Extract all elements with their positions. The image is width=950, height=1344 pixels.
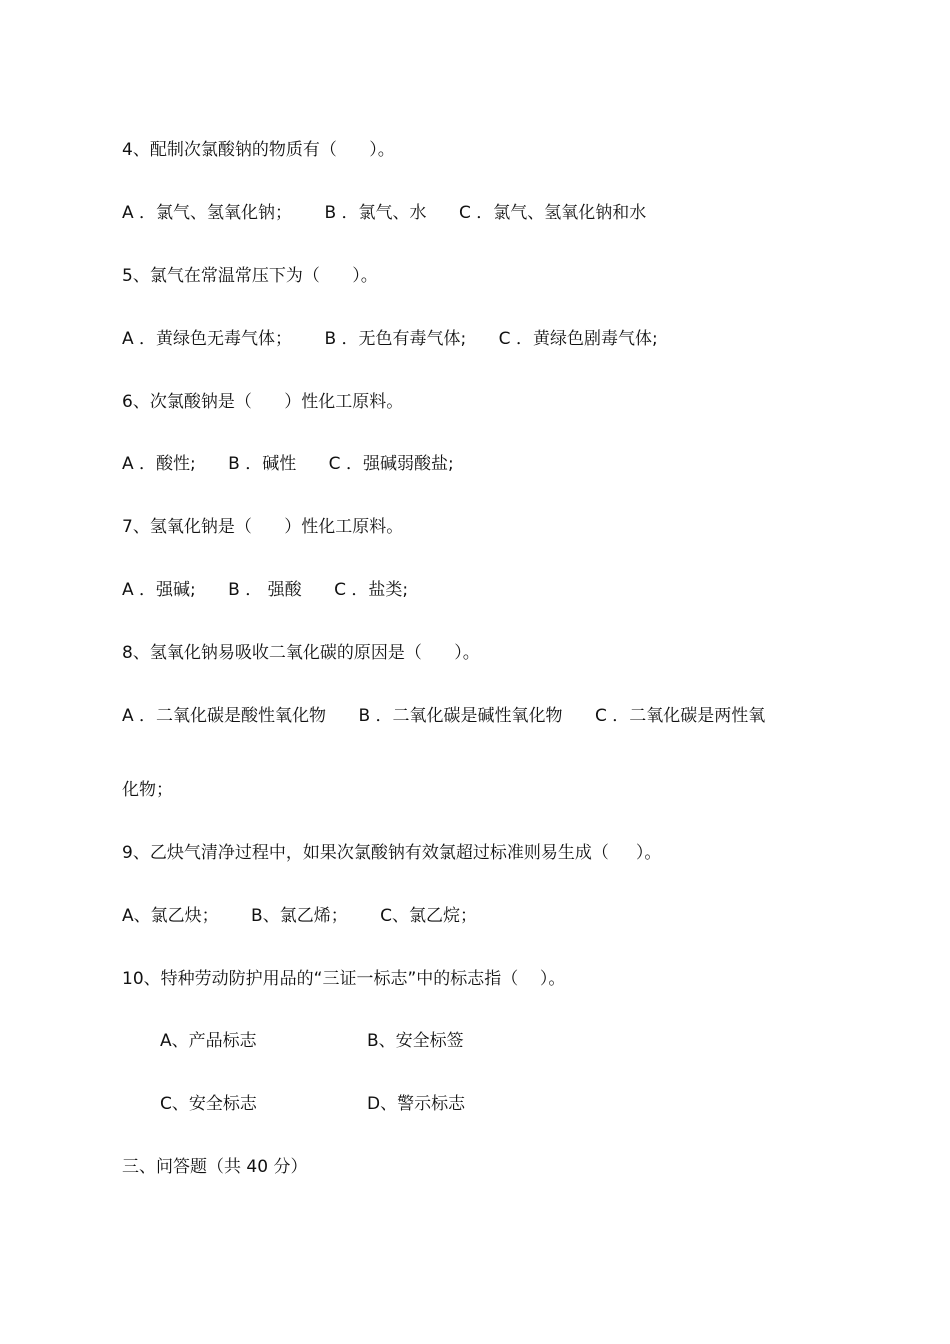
q9-options: A、氯乙炔； B、氯乙烯； C、氯乙烷； bbox=[122, 906, 478, 926]
q9-stem: 9、乙炔气清净过程中，如果次氯酸钠有效氯超过标准则易生成（ ）。 bbox=[122, 843, 662, 863]
q4-options: A ．氯气、氢氧化钠； B ．氯气、水 C ．氯气、氢氧化钠和水 bbox=[122, 203, 647, 223]
q10-option-d: D、警示标志 bbox=[367, 1094, 466, 1114]
q8-options-continuation: 化物； bbox=[122, 780, 173, 800]
q10-option-c: C、安全标志 bbox=[160, 1094, 257, 1114]
q4-stem: 4、配制次氯酸钠的物质有（ ）。 bbox=[122, 140, 395, 160]
q10-option-b: B、安全标签 bbox=[367, 1031, 464, 1051]
q7-options: A ．强碱; B ． 强酸 C ．盐类; bbox=[122, 580, 409, 600]
q8-stem: 8、氢氧化钠易吸收二氧化碳的原因是（ ）。 bbox=[122, 643, 480, 663]
q6-stem: 6、次氯酸钠是（ ）性化工原料。 bbox=[122, 392, 404, 412]
q5-stem: 5、氯气在常温常压下为（ ）。 bbox=[122, 266, 378, 286]
q7-stem: 7、氢氧化钠是（ ）性化工原料。 bbox=[122, 517, 404, 537]
q5-options: A ．黄绿色无毒气体； B ．无色有毒气体; C ．黄绿色剧毒气体; bbox=[122, 329, 658, 349]
q8-options: A ．二氧化碳是酸性氧化物 B ．二氧化碳是碱性氧化物 C ．二氧化碳是两性氧 bbox=[122, 706, 766, 726]
q10-option-a: A、产品标志 bbox=[160, 1031, 257, 1051]
section-title: 三、问答题（共 40 分） bbox=[122, 1157, 308, 1177]
q6-options: A ．酸性; B ．碱性 C ．强碱弱酸盐; bbox=[122, 454, 454, 474]
q10-stem: 10、特种劳动防护用品的“三证一标志”中的标志指（ ）。 bbox=[122, 969, 566, 989]
